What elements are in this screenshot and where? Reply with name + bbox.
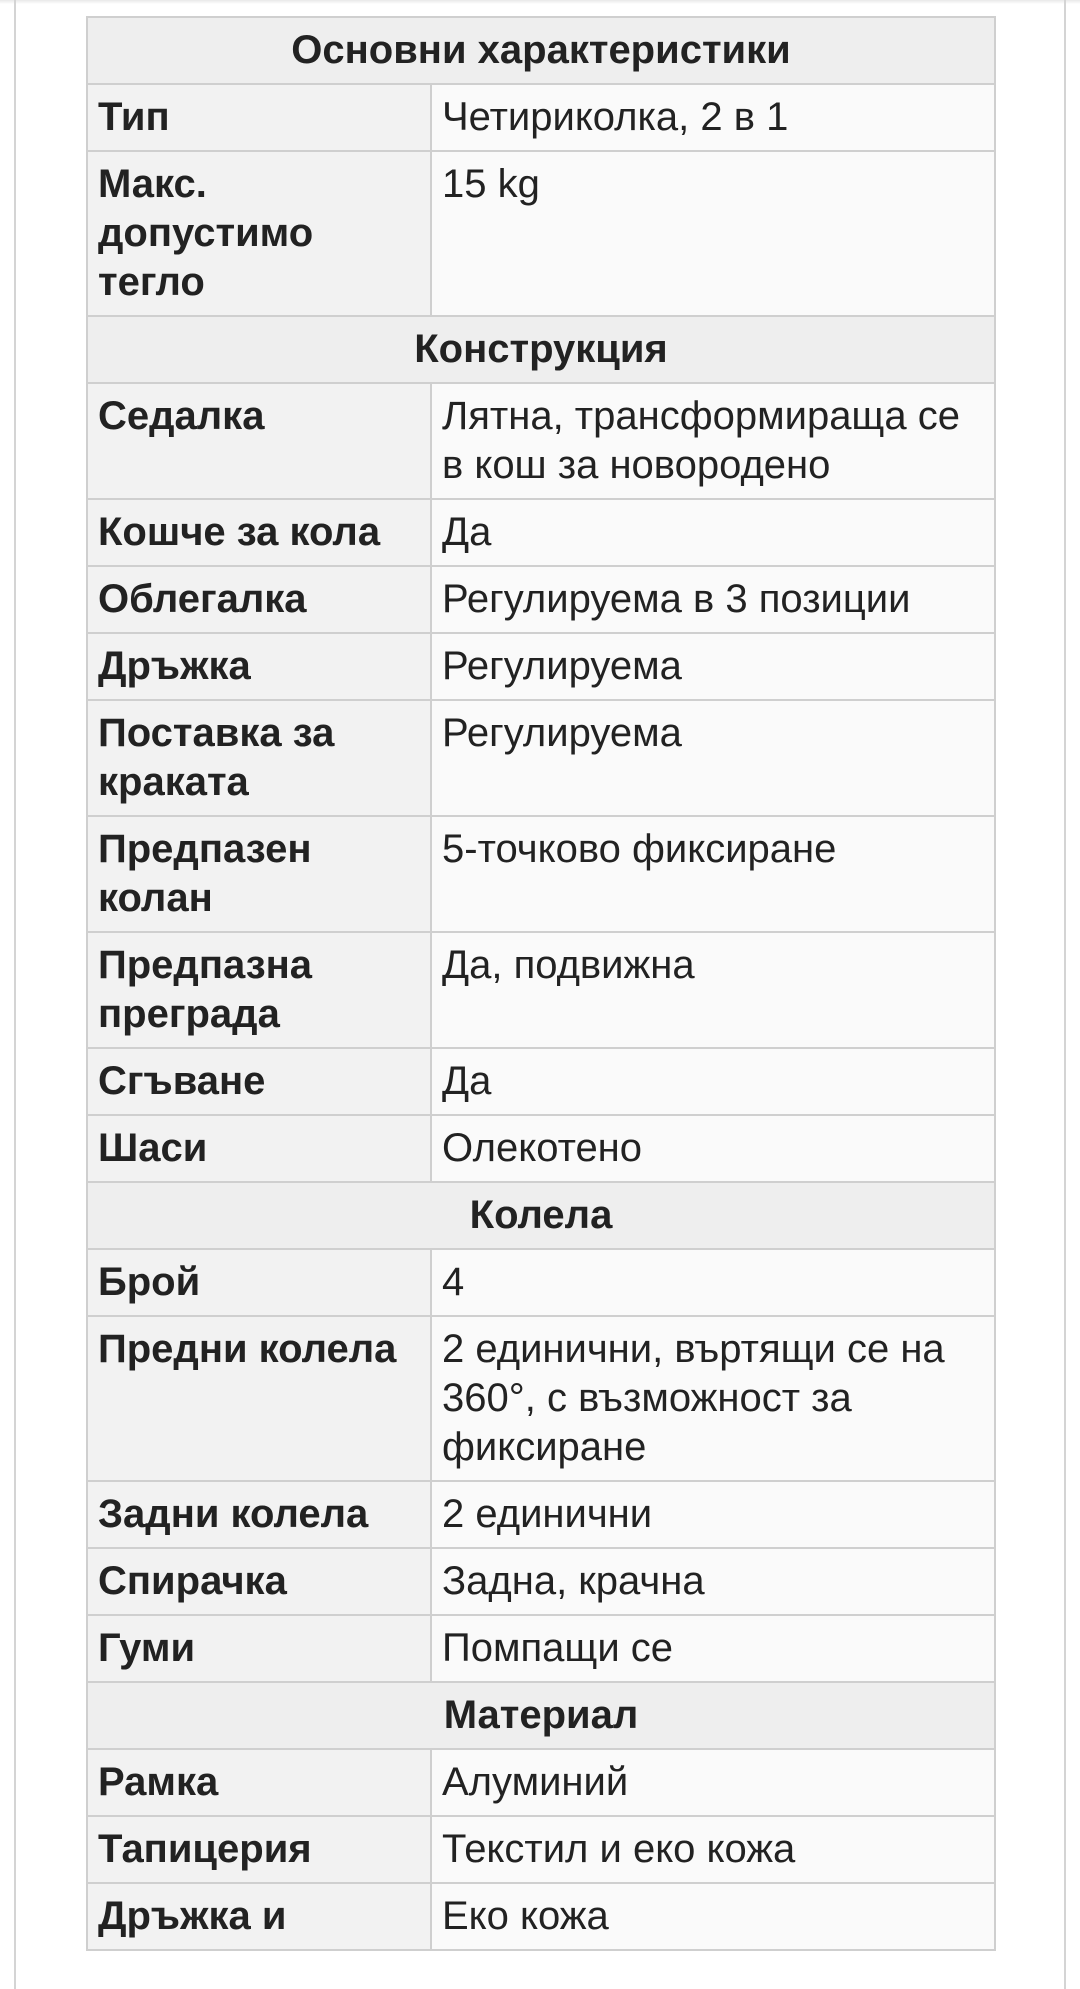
spec-row xyxy=(87,383,995,499)
spec-row xyxy=(87,1749,995,1816)
content-border-left xyxy=(14,0,16,1989)
spec-row xyxy=(87,566,995,633)
spec-value: Регулируема xyxy=(431,700,995,816)
spec-row xyxy=(87,700,995,816)
spec-value: Да xyxy=(431,499,995,566)
spec-label: Шаси xyxy=(87,1115,431,1182)
spec-value: Задна, крачна xyxy=(431,1548,995,1615)
spec-value: Олекотено xyxy=(431,1115,995,1182)
spec-row xyxy=(87,1481,995,1548)
spec-value: 2 единични xyxy=(431,1481,995,1548)
section-title-basic: Основни характеристики xyxy=(87,17,995,84)
spec-value: Четириколка, 2 в 1 xyxy=(431,84,995,151)
spec-label: Дръжка и xyxy=(87,1883,431,1950)
spec-label: Предни колела xyxy=(87,1316,431,1481)
spec-value: Да, подвижна xyxy=(431,932,995,1048)
spec-value: Алуминий xyxy=(431,1749,995,1816)
specifications-table xyxy=(86,16,996,1951)
section-title-material: Материал xyxy=(87,1682,995,1749)
spec-row xyxy=(87,499,995,566)
spec-label: Сгъване xyxy=(87,1048,431,1115)
section-header-row xyxy=(87,1682,995,1749)
spec-label: Спирачка xyxy=(87,1548,431,1615)
spec-row xyxy=(87,1316,995,1481)
spec-value: 5-точково фиксиране xyxy=(431,816,995,932)
spec-row xyxy=(87,1048,995,1115)
spec-row xyxy=(87,1115,995,1182)
spec-label: Тапицерия xyxy=(87,1816,431,1883)
spec-label: Задни колела xyxy=(87,1481,431,1548)
spec-row xyxy=(87,151,995,316)
section-header-row xyxy=(87,17,995,84)
top-edge-shadow xyxy=(0,0,1080,4)
spec-value: Регулируема в 3 позиции xyxy=(431,566,995,633)
spec-value: 4 xyxy=(431,1249,995,1316)
spec-row xyxy=(87,816,995,932)
spec-label: Предпазна преграда xyxy=(87,932,431,1048)
spec-value: Текстил и еко кожа xyxy=(431,1816,995,1883)
content-border-right xyxy=(1064,0,1066,1989)
spec-row xyxy=(87,1249,995,1316)
spec-row xyxy=(87,1615,995,1682)
spec-label: Поставка за краката xyxy=(87,700,431,816)
spec-row xyxy=(87,1816,995,1883)
spec-row xyxy=(87,84,995,151)
spec-label: Облегалка xyxy=(87,566,431,633)
spec-value: Регулируема xyxy=(431,633,995,700)
spec-label: Кошче за кола xyxy=(87,499,431,566)
spec-row xyxy=(87,932,995,1048)
spec-label: Тип xyxy=(87,84,431,151)
spec-row xyxy=(87,1883,995,1950)
spec-value: Да xyxy=(431,1048,995,1115)
spec-row xyxy=(87,1548,995,1615)
spec-label: Дръжка xyxy=(87,633,431,700)
spec-row xyxy=(87,633,995,700)
spec-label: Макс. допустимо тегло xyxy=(87,151,431,316)
section-title-wheels: Колела xyxy=(87,1182,995,1249)
section-title-construction: Конструкция xyxy=(87,316,995,383)
spec-label: Рамка xyxy=(87,1749,431,1816)
spec-label: Брой xyxy=(87,1249,431,1316)
spec-value: 2 единични, въртящи се на 360°, с възможност за фиксиране xyxy=(431,1316,995,1481)
spec-value: Лятна, трансформираща се в кош за новородено xyxy=(431,383,995,499)
spec-value: Еко кожа xyxy=(431,1883,995,1950)
section-header-row xyxy=(87,316,995,383)
spec-value: Помпащи се xyxy=(431,1615,995,1682)
spec-value: 15 kg xyxy=(431,151,995,316)
spec-label: Гуми xyxy=(87,1615,431,1682)
section-header-row xyxy=(87,1182,995,1249)
spec-label: Седалка xyxy=(87,383,431,499)
spec-label: Предпазен колан xyxy=(87,816,431,932)
